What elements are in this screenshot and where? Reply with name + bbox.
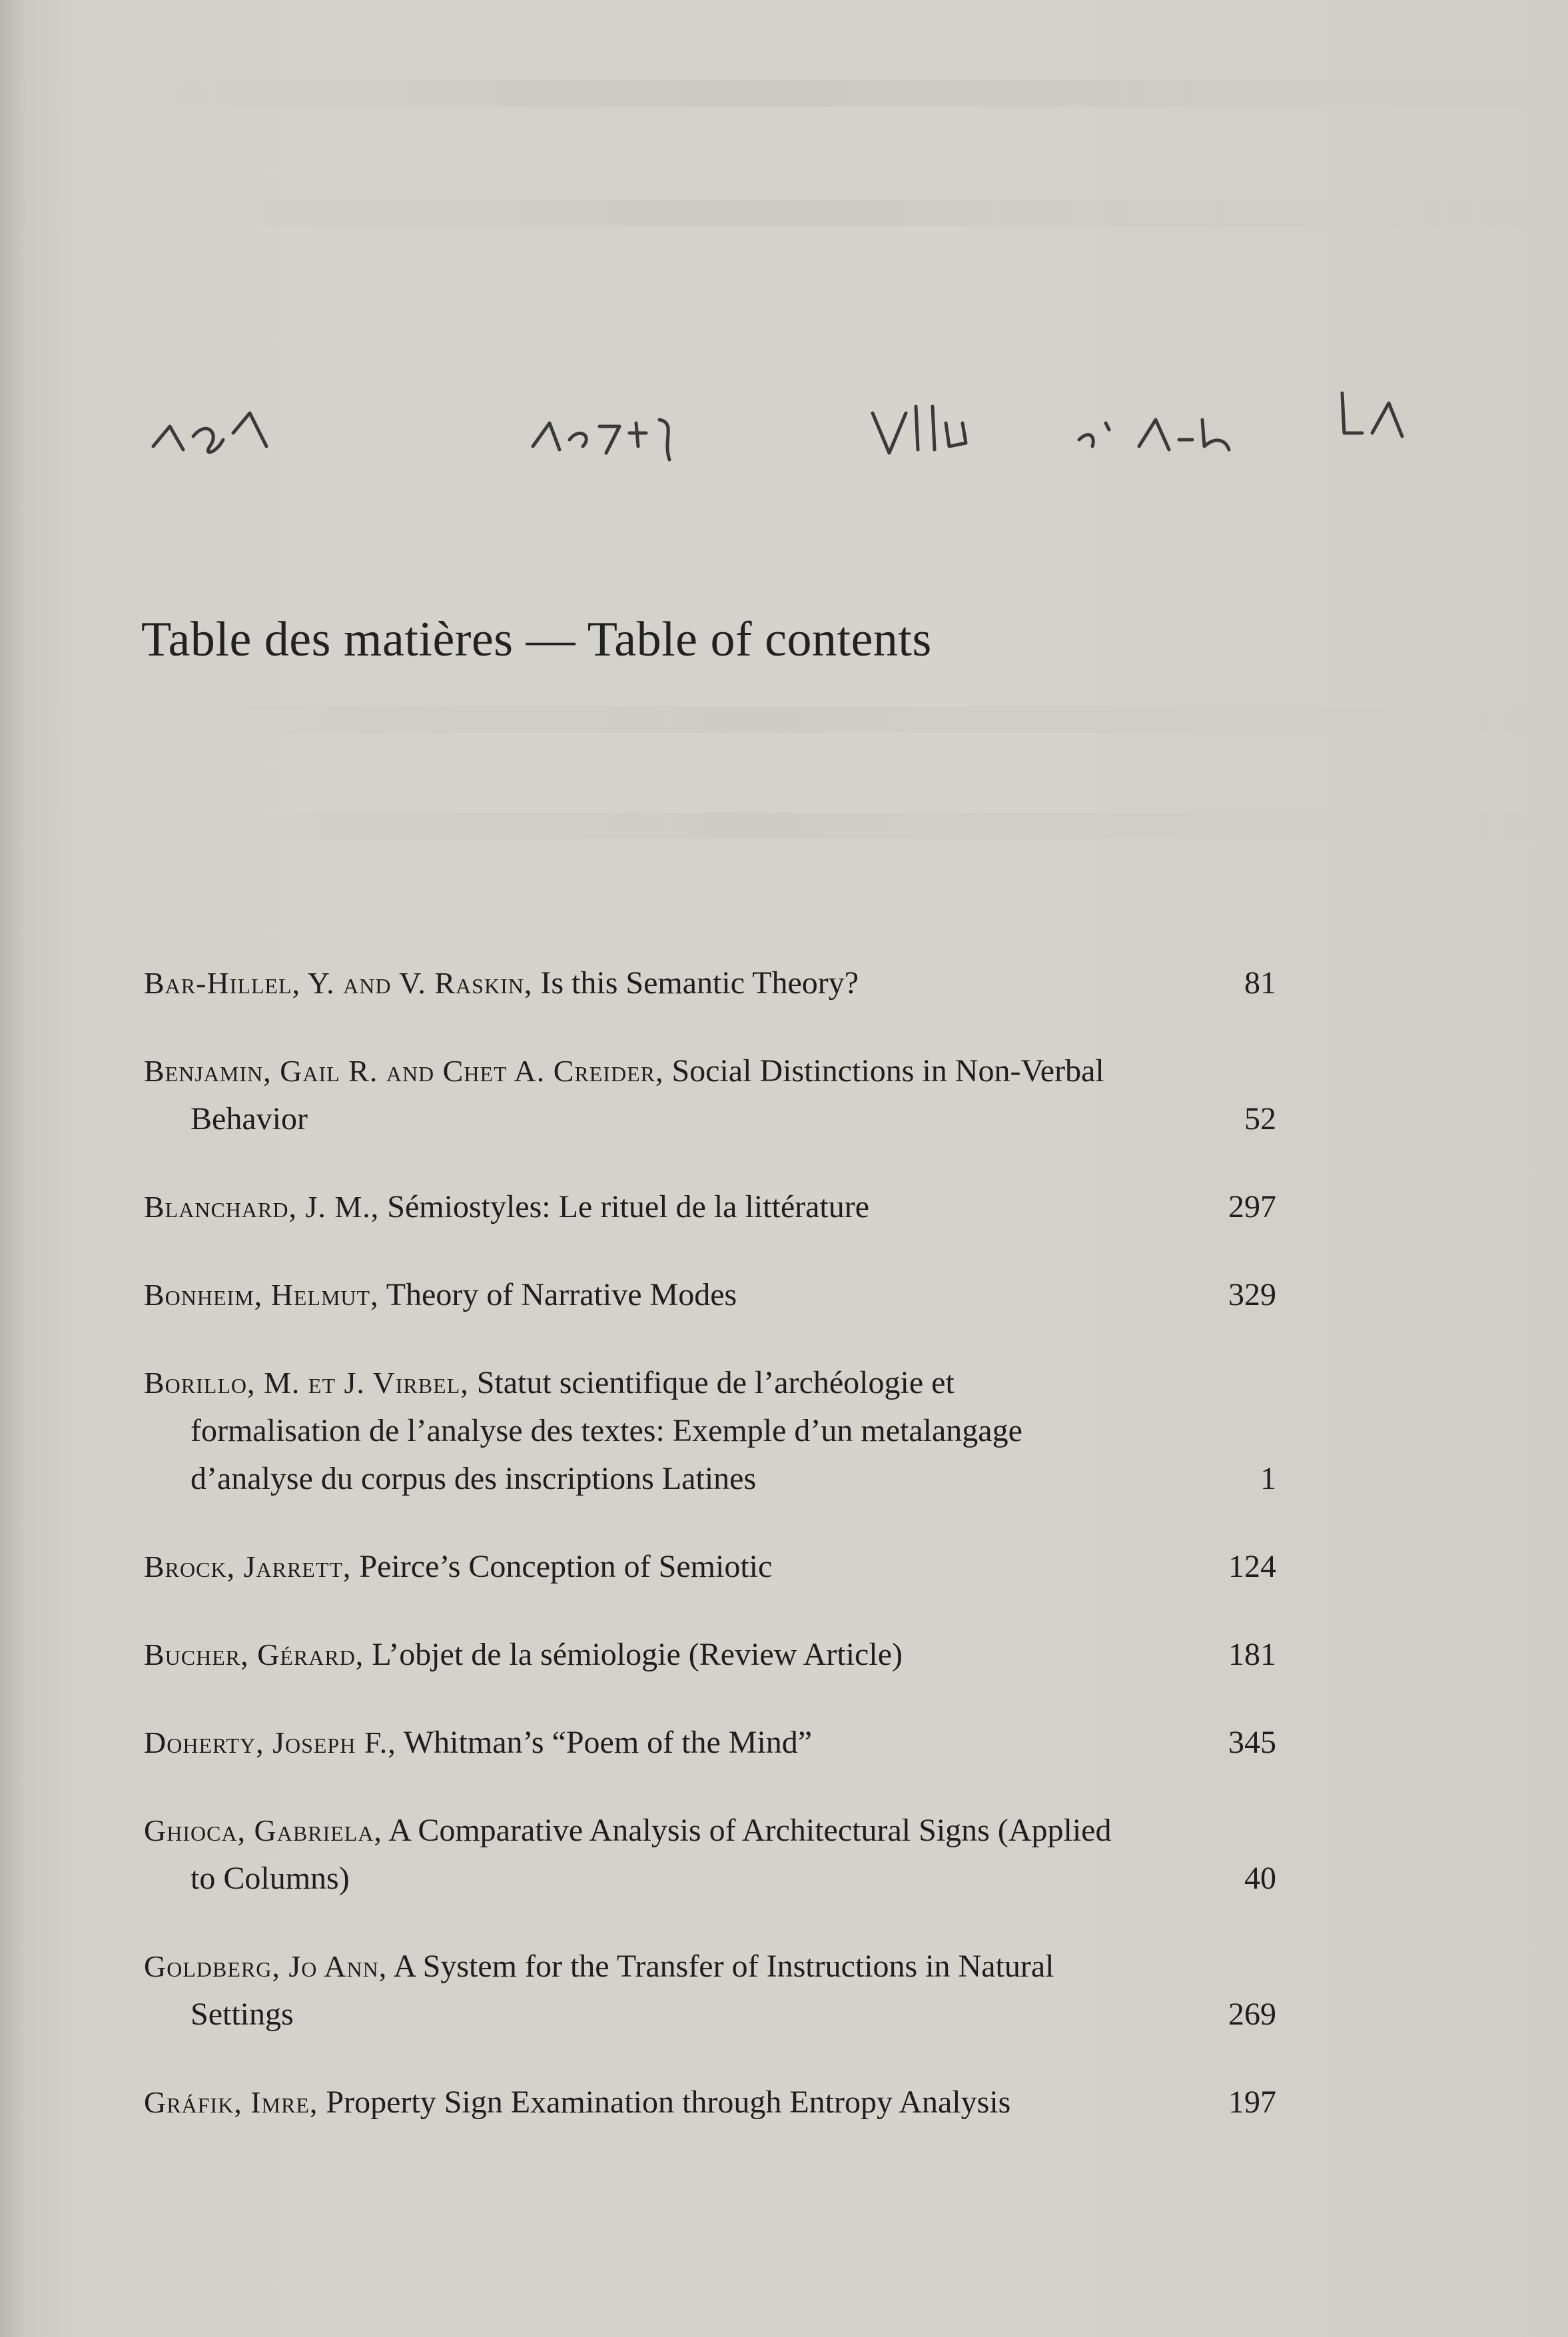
toc-entry-text — [144, 1631, 1130, 1679]
toc-author: Borillo, M. et J. Virbel, — [144, 1366, 469, 1400]
toc-entry-text — [144, 1047, 1130, 1143]
toc-page-number: 1 — [1260, 1461, 1276, 1496]
toc-author: Bar-Hillel, Y. and V. Raskin, — [144, 966, 533, 1000]
toc-entry-text — [144, 1359, 1130, 1503]
toc-entry — [144, 2079, 1276, 2126]
toc-author: Gráfik, Imre, — [144, 2085, 318, 2119]
toc-entry-text — [144, 959, 1130, 1007]
toc-author: Ghioca, Gabriela, — [144, 1813, 382, 1847]
toc-author: Goldberg, Jo Ann, — [144, 1949, 388, 1983]
handwritten-annotations — [133, 373, 1452, 493]
toc-entry — [144, 1183, 1276, 1231]
toc-entry — [144, 1359, 1276, 1503]
toc-author: Bonheim, Helmut, — [144, 1278, 379, 1312]
toc-author: Bucher, Gérard, — [144, 1637, 364, 1671]
toc-title: Peirce’s Conception of Semiotic — [359, 1549, 773, 1584]
toc-entry — [144, 1807, 1276, 1903]
bleed-through-line — [0, 706, 1568, 733]
toc-entry-text — [144, 1719, 1130, 1767]
toc-page-number: 52 — [1244, 1101, 1276, 1137]
toc-page-number: 124 — [1228, 1549, 1276, 1584]
toc-page-number: 269 — [1228, 1997, 1276, 2032]
toc-page-number: 345 — [1228, 1725, 1276, 1760]
toc-author: Doherty, Joseph F., — [144, 1725, 396, 1759]
toc-title: Statut scientifique de l’archéologie et formalisation de l’analyse des textes: Exemple d’un metalangage d’analyse du corpus des inscriptions Latines — [191, 1365, 1022, 1496]
toc-entry — [144, 959, 1276, 1007]
bleed-through-line — [0, 80, 1568, 107]
toc-author: Benjamin, Gail R. and Chet A. Creider, — [144, 1054, 664, 1088]
toc-title: L’objet de la sémiologie (Review Article) — [372, 1637, 903, 1672]
toc-entry-text — [144, 1183, 1130, 1231]
toc-title: A System for the Transfer of Instructions in Natural Settings — [191, 1949, 1054, 2032]
toc-title: Whitman’s “Poem of the Mind” — [403, 1725, 813, 1760]
toc-page-number: 40 — [1244, 1861, 1276, 1896]
toc-title: Is this Semantic Theory? — [540, 965, 859, 1001]
toc-entry — [144, 1719, 1276, 1767]
toc-title: Property Sign Examination through Entropy Analysis — [326, 2085, 1011, 2120]
toc-author: Blanchard, J. M., — [144, 1190, 380, 1224]
toc-title: Social Distinctions in Non-Verbal Behavior — [191, 1053, 1104, 1137]
toc-title: Theory of Narrative Modes — [386, 1277, 737, 1312]
toc-entry-text — [144, 1271, 1130, 1319]
toc-page-number: 297 — [1228, 1189, 1276, 1224]
page-title: Table des matières — Table of contents — [141, 612, 932, 667]
bleed-through-line — [0, 200, 1568, 227]
bleed-through-line — [0, 813, 1568, 839]
toc-page-number: 329 — [1228, 1277, 1276, 1312]
toc-entry — [144, 1943, 1276, 2039]
toc-page-number: 197 — [1228, 2085, 1276, 2120]
toc-entry-text — [144, 1807, 1130, 1903]
table-of-contents — [144, 959, 1276, 2126]
toc-title: A Comparative Analysis of Architectural Signs (Applied to Columns) — [191, 1813, 1112, 1896]
toc-page-number: 181 — [1228, 1637, 1276, 1672]
toc-entry-text — [144, 2079, 1130, 2126]
toc-title: Sémiostyles: Le rituel de la littérature — [387, 1189, 870, 1224]
toc-entry-text — [144, 1543, 1130, 1591]
toc-entry-text — [144, 1943, 1130, 2039]
toc-entry — [144, 1271, 1276, 1319]
toc-author: Brock, Jarrett, — [144, 1550, 352, 1584]
toc-page-number: 81 — [1244, 965, 1276, 1001]
toc-entry — [144, 1543, 1276, 1591]
toc-entry — [144, 1047, 1276, 1143]
toc-entry — [144, 1631, 1276, 1679]
